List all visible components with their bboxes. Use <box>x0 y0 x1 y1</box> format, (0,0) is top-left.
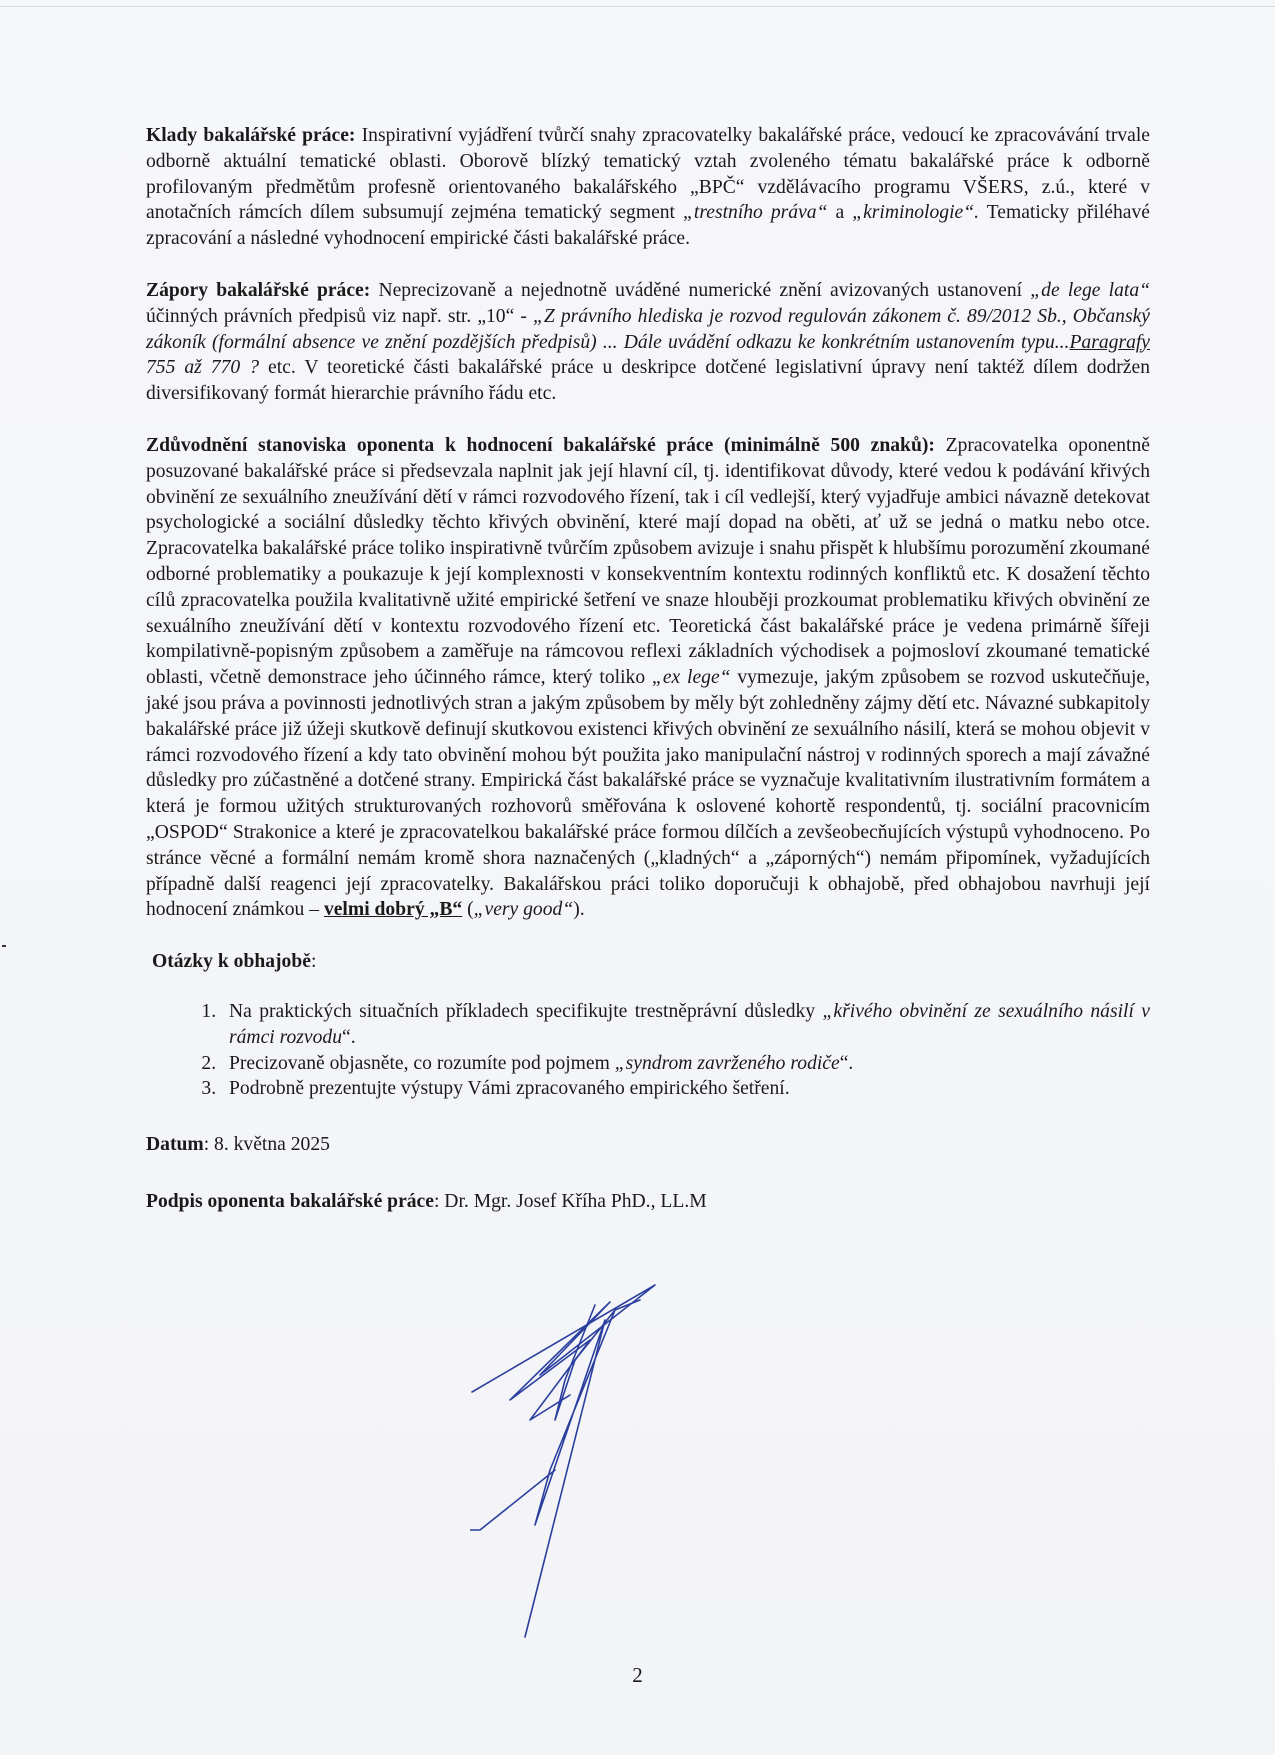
zapory-label: Zápory bakalářské práce: <box>146 279 371 301</box>
zapory-italic-1: „de lege lata“ <box>1030 279 1151 301</box>
question-1-italic: „křivého obvinění ze sexuálního násilí v rámci rozvodu <box>229 1000 1150 1048</box>
signature-label: Podpis oponenta bakalářské práce <box>146 1190 434 1212</box>
scan-edge-mark <box>2 945 6 947</box>
klady-italic-1: „trestního práva“ <box>683 202 828 224</box>
review-body <box>146 123 1150 1215</box>
question-3-text: Podrobně prezentujte výstupy Vámi zpracovaného empirického šetření. <box>229 1078 790 1100</box>
klady-label: Klady bakalářské práce: <box>146 125 356 146</box>
question-2-italic: „syndrom zavrženého rodiče <box>614 1052 840 1074</box>
signature-name: : Dr. Mgr. Josef Kříha PhD., LL.M <box>433 1190 707 1212</box>
zapory-italic-4: 755 až 770 ? <box>146 357 259 379</box>
zduvodneni-italic-1: „ex lege“ <box>651 667 731 689</box>
date-line <box>146 1132 1150 1158</box>
zduvodneni-text-4: ). <box>573 899 585 921</box>
zapory-italic-underlined: Paragrafy <box>1069 331 1150 353</box>
question-1-end: “. <box>342 1026 356 1048</box>
question-item <box>221 1076 1150 1102</box>
question-2-text: Precizovaně objasněte, co rozumíte pod pojmem <box>229 1052 615 1074</box>
questions-heading <box>152 949 1150 975</box>
zapory-text-2: účinných právních předpisů viz např. str. „10“ - <box>146 305 533 327</box>
zapory-italic-2: „Z právního hlediska je rozvod regulován zákonem č. 89/2012 Sb., Občanský zákoník (formální absence ve znění pozdějších předpisů) ... Dále uvádění odkazu ke konkrétním ustanovením typu... <box>146 305 1150 353</box>
zapory-text-1: Neprecizovaně a nejednotně uváděné numerické znění avizovaných ustanovení <box>370 279 1031 301</box>
question-2-end: “. <box>839 1052 854 1074</box>
scan-edge-line <box>0 6 1275 7</box>
zduvodneni-paragraph <box>146 433 1150 923</box>
question-item <box>221 1051 1150 1077</box>
grade-value: velmi dobrý „B“ <box>323 899 463 921</box>
questions-label: Otázky k obhajobě <box>152 951 311 973</box>
zapory-paragraph <box>146 278 1150 407</box>
questions-colon: : <box>310 951 317 973</box>
zduvodneni-text-3: ( <box>462 899 474 921</box>
klady-text-1: Inspirativní vyjádření tvůrčí snahy zpracovatelky bakalářské práce, vedoucí ke zpracovávání trvale odborně aktuální tematické oblasti. Oborově blízký tematický vztah zvoleného tématu bakalářské práce k odborně profilovaným předmětům profesně orientovaného bakalářského „BPČ“ vzdělávacího programu VŠERS, z.ú., které v anotačních rámcích dílem subsumují zejména tematický segment <box>146 125 1150 224</box>
zapory-text-3: etc. V teoretické části bakalářské práce u deskripce dotčené legislativní úpravy není taktéž dílem dodržen diversifikovaný formát hierarchie právního řádu etc. <box>146 357 1150 405</box>
date-label: Datum <box>146 1134 204 1156</box>
question-1-text: Na praktických situačních příkladech specifikujte trestněprávní důsledky <box>229 1000 823 1022</box>
zduvodneni-label: Zdůvodnění stanoviska oponenta k hodnocení bakalářské práce (minimálně 500 znaků): <box>146 434 935 456</box>
klady-paragraph <box>146 123 1150 252</box>
klady-italic-2: „kriminologie“. <box>852 202 980 224</box>
klady-text-3: Tematicky přiléhavé zpracování a následné vyhodnocení empirické části bakalářské práce. <box>146 202 1150 250</box>
zduvodneni-italic-2: „very good“ <box>473 899 574 921</box>
zduvodneni-text-1: Zpracovatelka oponentně posuzované bakalářské práce si předsevzala naplnit jak její hlavní cíl, tj. identifikovat důvody, které vedou k podávání křivých obvinění ze sexuálního zneužívání dětí v rámci rozvodového řízení, tak i cíl vedlejší, který vyjadřuje ambici návazně detekovat psychologické a sociální důsledky těchto křivých obvinění, které mají dopad na oběti, ať už se jedná o matku nebo otce. Zpracovatelka bakalářské práce toliko inspirativně tvůrčím způsobem avizuje i snahu přispět k hlubšímu porozumění zkoumané odborné problematiky a poukazuje k její komplexnosti v konsekventním kontextu rodinných konfliktů etc. K dosažení těchto cílů zpracovatelka použila kvalitativně užité empirické šetření ve snaze hlouběji prozkoumat problematiku křivých obvinění ze sexuálního zneužívání dětí v kontextu rozvodového řízení etc. Teoretická část bakalářské práce je vedena primárně šířeji kompilativně-popisným způsobem a zaměřuje na rámcovou reflexi základních východisek a pojmosloví zkoumané tematické oblasti, včetně demonstrace jeho účinného rámce, který toliko <box>146 434 1150 689</box>
question-item <box>221 999 1150 1051</box>
handwritten-signature <box>470 1280 710 1660</box>
questions-list <box>146 999 1150 1102</box>
klady-text-2: a <box>827 202 853 224</box>
date-value: : 8. května 2025 <box>203 1134 330 1156</box>
signature-line <box>146 1189 1150 1215</box>
zduvodneni-text-2: vymezuje, jakým způsobem se rozvod uskutečňuje, jaké jsou práva a povinnosti jednotlivých stran a jakým způsobem by měly být zohledněny zájmy dětí etc. Návazné subkapitoly bakalářské práce již úžeji skutkově definují skutkovou existenci křivých obvinění ze sexuálního násilí, která se mohou objevit v rámci rozvodového řízení a kdy tato obvinění mohou být použita jako manipulační nástroj v rodinných sporech a mají závažné důsledky pro zúčastněné a dotčené strany. Empirická část bakalářské práce se vyznačuje kvalitativním ilustrativním formátem a která je formou užitých strukturovaných rozhovorů směřována k oslovené kohortě respondentů, tj. sociální pracovnicím „OSPOD“ Strakonice a které je zpracovatelkou bakalářské práce formou dílčích a zevšeobecňujících výstupů vyhodnoceno. Po stránce věcné a formální nemám kromě shora naznačených („kladných“ a „záporných“) nemám připomínek, vyžadujících případně další reagenci její zpracovatelky. Bakalářskou práci toliko doporučuji k obhajobě, před obhajobou navrhuji její hodnocení známkou – <box>146 667 1151 921</box>
page-number: 2 <box>632 1663 643 1687</box>
